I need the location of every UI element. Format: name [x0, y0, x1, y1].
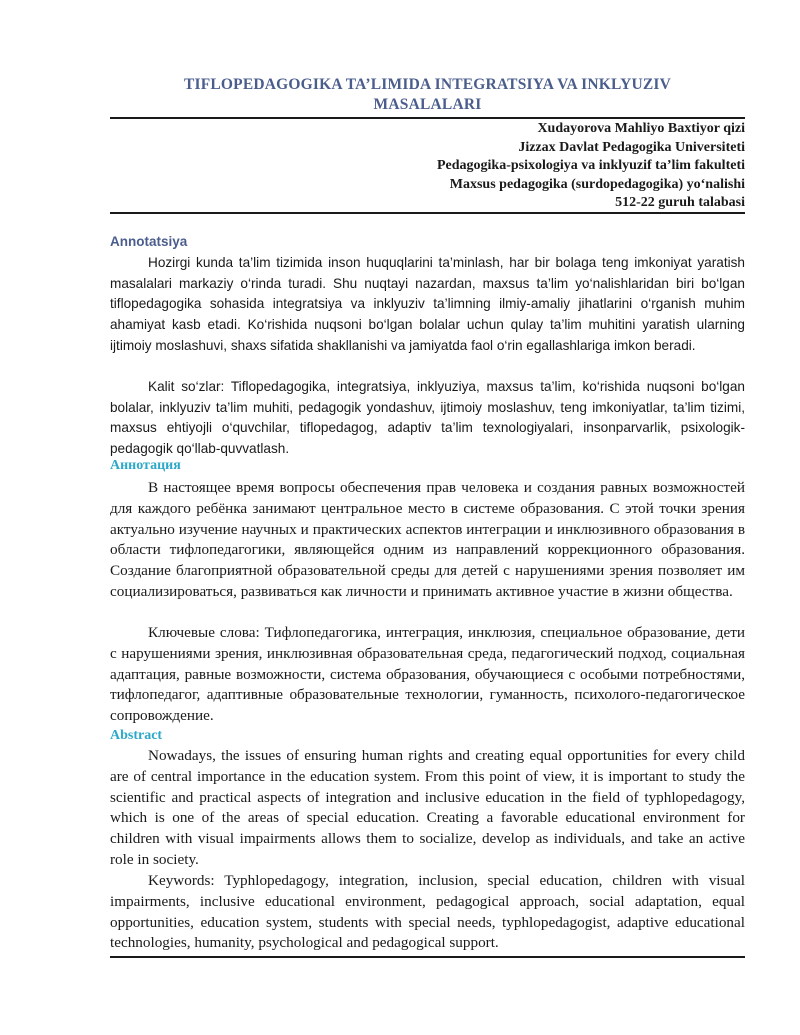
author-name: Xudayorova Mahliyo Baxtiyor qizi	[537, 121, 745, 136]
author-faculty: Pedagogika-psixologiya va inklyuzif ta’lim fakulteti	[436, 158, 745, 173]
keywords-uz: Kalit so‘zlar: Tiflopedagogika, integratsiya, inklyuziya, maxsus ta’lim, ko‘rishida nuqsoni bo‘lgan bolalar, inklyuziv ta’lim muhiti, pedagogik yondashuv, ijtimoiy moslashuv, teng imkoniyatlar, ta’lim tizimi, maxsus ehtiyojli o‘quvchilar, tiflopedagog, adaptiv ta’lim texnologiyalari, insonparvarlik, psixologik-pedagogik qo‘llab-quvvatlash.	[110, 379, 745, 457]
abstract-uz: Hozirgi kunda ta’lim tizimida inson huquqlarini ta’minlash, har bir bolaga teng imkoniyat yaratish masalalari markaziy o‘rinda turadi. Shu nuqtayi nazardan, maxsus ta’lim yo‘nalishlaridan biri bo‘lgan tiflopedagogika sohasida integratsiya va inklyuziv ta’limning ilmiy-amaliy jihatlarini o‘rganish muhim ahamiyat kasb etadi. Ko‘rishida nuqsoni bo‘lgan bolalar uchun qulay ta’lim muhitini yaratish ularning ijtimoiy moslashuvi, shaxs sifatida shakllanishi va jamiyatda faol o‘rin egallashlariga imkon beradi.	[110, 255, 745, 353]
author-university: Jizzax Davlat Pedagogika Universiteti	[518, 139, 745, 155]
title-line-1: TIFLOPEDAGOGIKA TA’LIMIDA INTEGRATSIYA VA INKLYUZIV	[183, 76, 672, 93]
author-block	[437, 120, 745, 213]
keywords-en: Keywords: Typhlopedagogy, integration, inclusion, special education, children with visual impairments, inclusive educational environment, pedagogical approach, social adaptation, equal opportunities, education system, students with special needs, typhlopedagogist, adaptive educational technologies, humanity, psychological and pedagogical support.	[110, 872, 745, 952]
title-line-2: MASALALARI	[373, 96, 482, 113]
paper-title	[110, 75, 745, 115]
author-group: 512-22 guruh talabasi	[615, 195, 745, 210]
author-divider	[110, 212, 745, 214]
bottom-divider	[110, 956, 745, 958]
top-divider	[110, 117, 745, 119]
abstract-en: Nowadays, the issues of ensuring human rights and creating equal opportunities for every child are of central importance in the education system. From this point of view, it is important to study the scientific and practical aspects of integration and inclusive education in the field of typhlopedagogy, which is one of the areas of special education. Creating a favorable educational environment for children with visual impairments allows them to socialize, develop as individuals, and take an active role in society.	[110, 747, 745, 868]
heading-abstract: Abstract	[110, 728, 163, 743]
heading-annotatsiya: Annotatsiya	[110, 234, 188, 249]
author-program: Maxsus pedagogika (surdopedagogika) yo‘nalishi	[449, 176, 745, 192]
keywords-ru: Ключевые слова: Тифлопедагогика, интеграция, инклюзия, специальное образование, дети с нарушениями зрения, инклюзивная образовательная среда, педагогический подход, социальная адаптация, равные возможности, система образования, обучающиеся с особыми потребностями, тифлопедагог, адаптивные образовательные технологии, гуманность, психолого-педагогическое сопровождение.	[110, 624, 745, 725]
heading-annotatsiya-ru: Аннотация	[110, 458, 181, 473]
abstract-ru: В настоящее время вопросы обеспечения прав человека и создания равных возможностей для каждого ребёнка занимают центральное место в системе образования. С этой точки зрения актуально изучение научных и практических аспектов интеграции и инклюзивного образования в области тифлопедагогики, являющейся одним из направлений коррекционного образования. Создание благоприятной образовательной среды для детей с нарушениями зрения позволяет им социализироваться, развиваться как личности и принимать активное участие в жизни общества.	[110, 479, 745, 600]
